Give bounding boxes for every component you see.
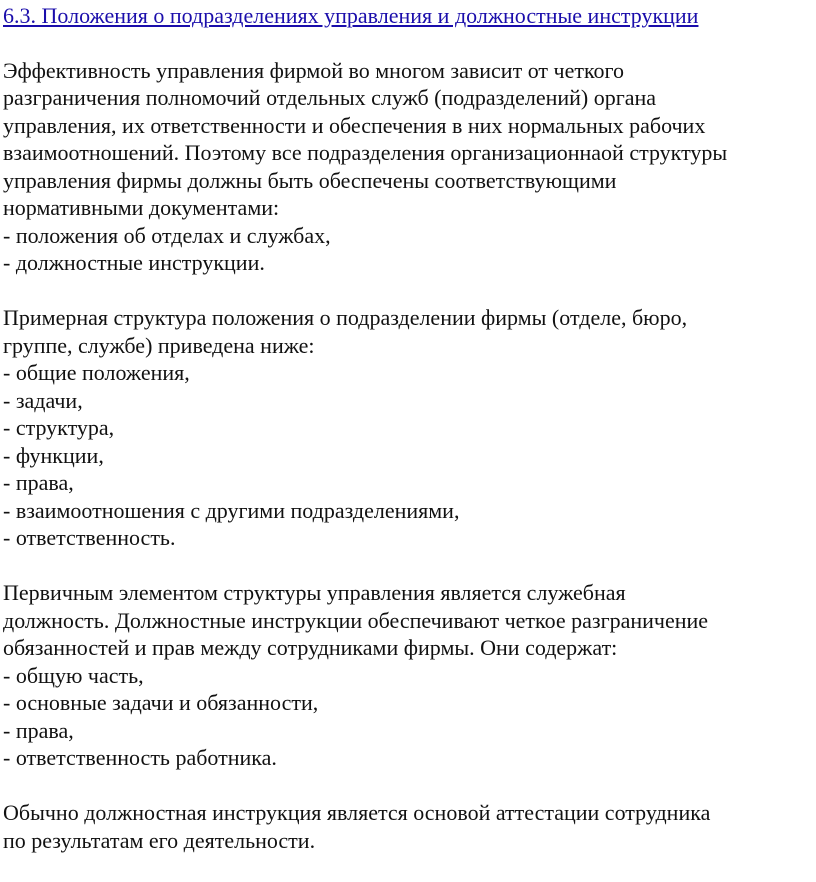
- list-item: - ответственность.: [3, 525, 176, 550]
- text-line: управления фирмы должны быть обеспечены соответствующими: [3, 167, 617, 193]
- list-item: - права,: [3, 470, 74, 495]
- paragraph-conclusion: [3, 799, 816, 854]
- text-line: взаимоотношений. Поэтому все подразделения организационнаой структуры: [3, 140, 728, 165]
- text-line: обязанностей и прав между сотрудниками фирмы. Они содержат:: [3, 635, 618, 660]
- text-line: должность. Должностные инструкции обеспечивают четкое разграничение: [3, 607, 709, 633]
- text-line: Примерная структура положения о подразделении фирмы (отделе, бюро,: [3, 305, 688, 330]
- list-item: - права,: [3, 717, 74, 743]
- paragraph-intro: [3, 57, 816, 277]
- text-line: управления, их ответственности и обеспечения в них нормальных рабочих: [3, 112, 706, 138]
- list-item: - структура,: [3, 415, 115, 440]
- list-item: - положения об отделах и службах,: [3, 222, 331, 248]
- section-heading-link[interactable]: 6.3. Положения о подразделениях управления и должностные инструкции: [3, 3, 699, 28]
- text-line: разграничения полномочий отдельных служб (подразделений) органа: [3, 85, 657, 110]
- list-item: - задачи,: [3, 387, 83, 413]
- paragraph-job-instructions: [3, 579, 816, 772]
- list-item: - ответственность работника.: [3, 745, 277, 770]
- list-item: - функции,: [3, 442, 104, 468]
- list-item: - должностные инструкции.: [3, 250, 265, 275]
- text-line: нормативными документами:: [3, 195, 280, 220]
- text-line: Первичным элементом структуры управления является служебная: [3, 580, 626, 605]
- text-line: Обычно должностная инструкция является основой аттестации сотрудника: [3, 800, 711, 825]
- text-line: Эффективность управления фирмой во многом зависит от четкого: [3, 57, 625, 83]
- text-line: группе, службе) приведена ниже:: [3, 332, 315, 358]
- list-item: - основные задачи и обязанности,: [3, 690, 319, 715]
- list-item: - взаимоотношения с другими подразделениями,: [3, 497, 460, 523]
- text-line: по результатам его деятельности.: [3, 827, 316, 853]
- list-item: - общие положения,: [3, 360, 190, 385]
- list-item: - общую часть,: [3, 662, 144, 688]
- paragraph-structure: [3, 304, 816, 552]
